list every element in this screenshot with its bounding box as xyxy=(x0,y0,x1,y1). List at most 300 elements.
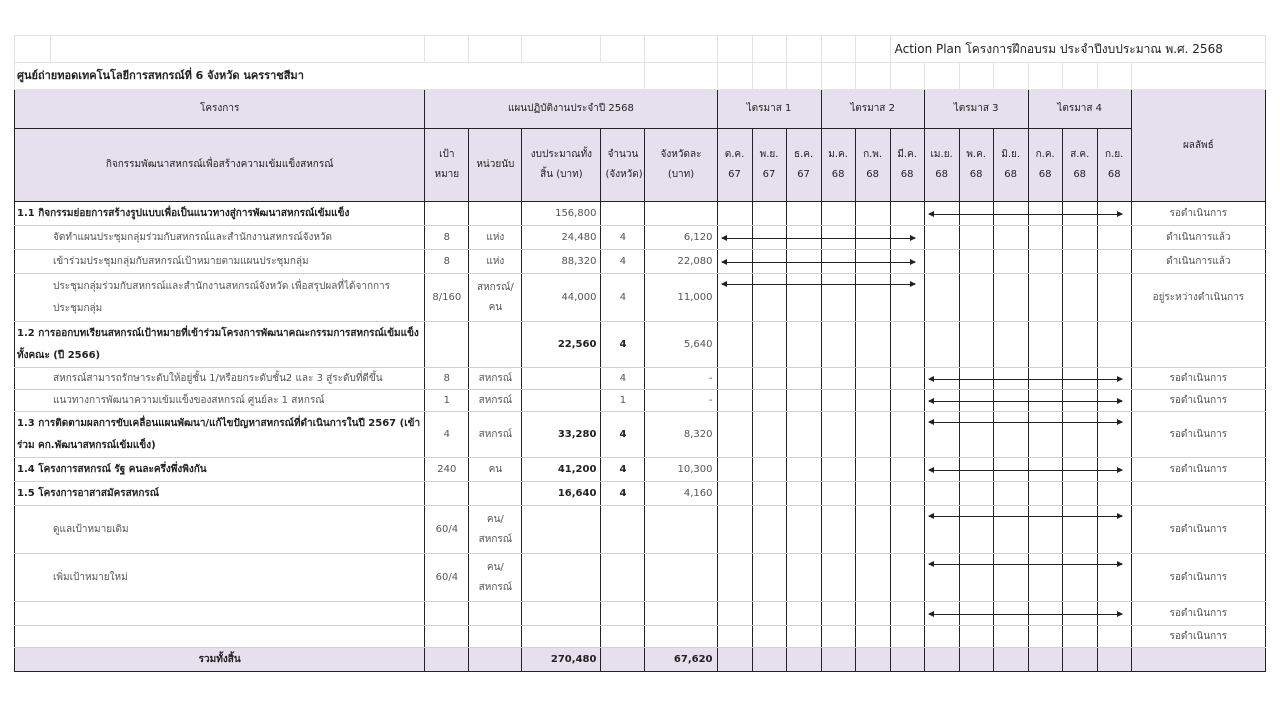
provinces-cell: 4 xyxy=(601,250,645,274)
month-label: ก.ค. xyxy=(1035,149,1055,160)
budget-cell xyxy=(522,602,601,626)
activity-row xyxy=(15,322,1266,368)
month-cell xyxy=(821,602,855,626)
month-cell xyxy=(890,506,924,554)
total-budget: 270,480 xyxy=(522,648,601,672)
month-header xyxy=(993,129,1028,202)
per-province-cell: - xyxy=(645,390,717,412)
header-q4: ไตรมาส 4 xyxy=(1028,90,1131,129)
month-cell xyxy=(924,202,959,226)
activity-name: 1.4 โครงการสหกรณ์ รัฐ คนละครึ่งพึ่งพิงกัน xyxy=(15,458,425,482)
month-cell xyxy=(1028,554,1062,602)
month-cell xyxy=(786,390,821,412)
month-cell xyxy=(890,202,924,226)
month-cell xyxy=(821,274,855,322)
month-year: 68 xyxy=(935,169,948,180)
month-cell xyxy=(890,412,924,458)
month-year: 68 xyxy=(866,169,879,180)
month-cell xyxy=(1097,626,1131,648)
budget-cell: 41,200 xyxy=(522,458,601,482)
sub-activity-row xyxy=(15,602,1266,626)
result-cell: ดำเนินการแล้ว xyxy=(1131,226,1265,250)
month-label: มิ.ย. xyxy=(1001,149,1021,160)
budget-cell: 156,800 xyxy=(522,202,601,226)
target-cell: 240 xyxy=(425,458,469,482)
month-cell xyxy=(924,554,959,602)
month-cell xyxy=(786,274,821,322)
month-label: พ.ค. xyxy=(966,149,986,160)
per-province-cell xyxy=(645,506,717,554)
month-cell xyxy=(993,226,1028,250)
month-header xyxy=(1028,129,1062,202)
per-province-cell: 6,120 xyxy=(645,226,717,250)
total-empty xyxy=(821,648,855,672)
result-cell: อยู่ระหว่างดำเนินการ xyxy=(1131,274,1265,322)
month-cell xyxy=(717,482,752,506)
month-cell xyxy=(786,458,821,482)
header-q3: ไตรมาส 3 xyxy=(924,90,1028,129)
timeline-arrow xyxy=(722,284,915,285)
month-cell xyxy=(890,458,924,482)
month-cell xyxy=(855,322,890,368)
month-cell xyxy=(1062,412,1097,458)
result-cell: รอดำเนินการ xyxy=(1131,202,1265,226)
header-activity: กิจกรรมพัฒนาสหกรณ์เพื่อสร้างความเข้มแข็งสหกรณ์ xyxy=(15,129,425,202)
budget-cell xyxy=(522,390,601,412)
provinces-cell xyxy=(601,506,645,554)
provinces-cell xyxy=(601,554,645,602)
month-cell xyxy=(993,506,1028,554)
month-cell xyxy=(924,602,959,626)
activity-name: 1.2 การออกบทเรียนสหกรณ์เป้าหมายที่เข้าร่วมโครงการพัฒนาคณะกรรมการสหกรณ์เข้มแข็งทั้งคณะ (ปี 2566) xyxy=(15,322,425,368)
activity-row xyxy=(15,412,1266,458)
provinces-cell: 4 xyxy=(601,274,645,322)
activity-name: จัดทำแผนประชุมกลุ่มร่วมกับสหกรณ์และสำนักงานสหกรณ์จังหวัด xyxy=(15,226,425,250)
provinces-cell: 4 xyxy=(601,412,645,458)
month-cell xyxy=(924,322,959,368)
month-label: พ.ย. xyxy=(759,149,779,160)
total-empty xyxy=(425,648,469,672)
month-cell xyxy=(821,202,855,226)
target-cell xyxy=(425,626,469,648)
header-provinces: จำนวน (จังหวัด) xyxy=(601,129,645,202)
unit-cell: สหกรณ์ xyxy=(469,412,522,458)
month-year: 67 xyxy=(728,169,741,180)
month-cell xyxy=(1097,226,1131,250)
month-cell xyxy=(717,322,752,368)
month-header xyxy=(855,129,890,202)
month-cell xyxy=(1028,626,1062,648)
month-cell xyxy=(855,626,890,648)
month-cell xyxy=(786,506,821,554)
sub-activity-row xyxy=(15,390,1266,412)
month-cell xyxy=(821,626,855,648)
month-cell xyxy=(959,506,993,554)
result-cell: รอดำเนินการ xyxy=(1131,390,1265,412)
month-cell xyxy=(752,202,786,226)
per-province-cell: 5,640 xyxy=(645,322,717,368)
month-cell xyxy=(959,226,993,250)
month-header xyxy=(752,129,786,202)
month-cell xyxy=(1062,506,1097,554)
month-cell xyxy=(890,602,924,626)
month-cell xyxy=(821,412,855,458)
month-cell xyxy=(959,554,993,602)
provinces-cell xyxy=(601,202,645,226)
total-empty xyxy=(752,648,786,672)
unit-cell: สหกรณ์/คน xyxy=(469,274,522,322)
activity-name: ประชุมกลุ่มร่วมกับสหกรณ์และสำนักงานสหกรณ์จังหวัด เพื่อสรุปผลที่ได้จากการประชุมกลุ่ม xyxy=(15,274,425,322)
month-label: ก.ย. xyxy=(1105,149,1124,160)
month-cell xyxy=(821,506,855,554)
budget-cell: 33,280 xyxy=(522,412,601,458)
total-empty xyxy=(1131,648,1265,672)
month-cell xyxy=(752,554,786,602)
provinces-cell: 1 xyxy=(601,390,645,412)
month-cell xyxy=(717,626,752,648)
month-cell xyxy=(717,458,752,482)
month-year: 68 xyxy=(1004,169,1018,180)
month-label: ส.ค. xyxy=(1070,149,1090,160)
unit-cell xyxy=(469,202,522,226)
result-cell: รอดำเนินการ xyxy=(1131,626,1265,648)
month-year: 68 xyxy=(1073,169,1087,180)
month-cell xyxy=(993,482,1028,506)
activity-row xyxy=(15,482,1266,506)
month-cell xyxy=(855,202,890,226)
month-cell xyxy=(752,482,786,506)
budget-cell: 16,640 xyxy=(522,482,601,506)
month-cell xyxy=(717,412,752,458)
per-province-cell xyxy=(645,202,717,226)
activity-row xyxy=(15,458,1266,482)
header-budget: งบประมาณทั้งสิ้น (บาท) xyxy=(522,129,601,202)
month-cell xyxy=(890,274,924,322)
month-cell xyxy=(1028,250,1062,274)
unit-cell: สหกรณ์ xyxy=(469,368,522,390)
total-empty xyxy=(993,648,1028,672)
unit-cell xyxy=(469,322,522,368)
activity-name: 1.3 การติดตามผลการขับเคลื่อนแผนพัฒนา/แก้ไขปัญหาสหกรณ์ที่ดำเนินการในปี 2567 (เข้าร่วม คก.พัฒนาสหกรณ์เข้มแข็ง) xyxy=(15,412,425,458)
budget-cell xyxy=(522,368,601,390)
month-cell xyxy=(890,368,924,390)
per-province-cell: 8,320 xyxy=(645,412,717,458)
month-cell xyxy=(890,626,924,648)
total-empty xyxy=(924,648,959,672)
header-q2: ไตรมาส 2 xyxy=(821,90,924,129)
month-header xyxy=(1062,129,1097,202)
month-cell xyxy=(993,554,1028,602)
month-year: 68 xyxy=(969,169,983,180)
total-empty xyxy=(1097,648,1131,672)
month-cell xyxy=(855,412,890,458)
month-label: ก.พ. xyxy=(863,149,883,160)
month-cell xyxy=(821,368,855,390)
provinces-cell xyxy=(601,626,645,648)
month-cell xyxy=(717,226,752,250)
month-cell xyxy=(717,202,752,226)
activity-row xyxy=(15,202,1266,226)
month-cell xyxy=(786,322,821,368)
month-cell xyxy=(786,554,821,602)
activity-name: 1.5 โครงการอาสาสมัครสหกรณ์ xyxy=(15,482,425,506)
month-cell xyxy=(1097,506,1131,554)
provinces-cell: 4 xyxy=(601,368,645,390)
timeline-arrow xyxy=(929,422,1122,423)
sub-activity-row xyxy=(15,626,1266,648)
month-cell xyxy=(821,322,855,368)
result-cell: ดำเนินการแล้ว xyxy=(1131,250,1265,274)
header-target: เป้าหมาย xyxy=(425,129,469,202)
budget-cell: 44,000 xyxy=(522,274,601,322)
month-cell xyxy=(717,554,752,602)
total-empty xyxy=(1062,648,1097,672)
month-cell xyxy=(924,250,959,274)
month-cell xyxy=(1062,554,1097,602)
month-cell xyxy=(752,626,786,648)
month-header xyxy=(890,129,924,202)
result-cell: รอดำเนินการ xyxy=(1131,602,1265,626)
target-cell: 8 xyxy=(425,250,469,274)
month-cell xyxy=(993,274,1028,322)
provinces-cell: 4 xyxy=(601,458,645,482)
month-cell xyxy=(786,368,821,390)
month-cell xyxy=(717,602,752,626)
month-cell xyxy=(855,458,890,482)
unit-cell: แห่ง xyxy=(469,250,522,274)
month-cell xyxy=(855,506,890,554)
target-cell xyxy=(425,322,469,368)
result-cell: รอดำเนินการ xyxy=(1131,458,1265,482)
month-label: เม.ย. xyxy=(930,149,953,160)
timeline-arrow xyxy=(929,470,1122,471)
provinces-cell xyxy=(601,602,645,626)
header-plan: แผนปฏิบัติงานประจำปี 2568 xyxy=(425,90,717,129)
month-header xyxy=(821,129,855,202)
month-cell xyxy=(924,482,959,506)
month-header xyxy=(786,129,821,202)
month-cell xyxy=(959,250,993,274)
month-cell xyxy=(752,412,786,458)
activity-name: เพิ่มเป้าหมายใหม่ xyxy=(15,554,425,602)
month-cell xyxy=(1062,626,1097,648)
month-header xyxy=(1097,129,1131,202)
activity-name xyxy=(15,626,425,648)
header-q1: ไตรมาส 1 xyxy=(717,90,821,129)
month-cell xyxy=(993,626,1028,648)
per-province-cell: 11,000 xyxy=(645,274,717,322)
month-cell xyxy=(890,390,924,412)
total-empty xyxy=(855,648,890,672)
month-cell xyxy=(924,412,959,458)
per-province-cell xyxy=(645,626,717,648)
budget-cell xyxy=(522,506,601,554)
month-cell xyxy=(855,368,890,390)
month-year: 68 xyxy=(1107,169,1121,180)
month-cell xyxy=(959,274,993,322)
month-cell xyxy=(959,482,993,506)
month-cell xyxy=(855,274,890,322)
budget-cell xyxy=(522,554,601,602)
per-province-cell: 4,160 xyxy=(645,482,717,506)
month-cell xyxy=(1028,274,1062,322)
per-province-cell: 10,300 xyxy=(645,458,717,482)
month-cell xyxy=(752,322,786,368)
header-row-2 xyxy=(15,129,1266,202)
per-province-cell: 22,080 xyxy=(645,250,717,274)
month-cell xyxy=(855,390,890,412)
month-cell xyxy=(890,554,924,602)
sub-activity-row xyxy=(15,250,1266,274)
sub-activity-row xyxy=(15,226,1266,250)
month-cell xyxy=(821,482,855,506)
month-cell xyxy=(959,626,993,648)
activity-name: 1.1 กิจกรรมย่อยการสร้างรูปแบบเพื่อเป็นแนวทางสู่การพัฒนาสหกรณ์เข้มแข็ง xyxy=(15,202,425,226)
month-cell xyxy=(959,322,993,368)
month-cell xyxy=(752,368,786,390)
per-province-cell: - xyxy=(645,368,717,390)
month-year: 68 xyxy=(1038,169,1052,180)
sub-activity-row xyxy=(15,368,1266,390)
month-year: 67 xyxy=(797,169,810,180)
month-cell xyxy=(993,250,1028,274)
unit-cell: คน/สหกรณ์ xyxy=(469,554,522,602)
result-cell: รอดำเนินการ xyxy=(1131,368,1265,390)
month-cell xyxy=(924,458,959,482)
month-cell xyxy=(786,482,821,506)
total-empty xyxy=(959,648,993,672)
sub-activity-row xyxy=(15,274,1266,322)
result-cell xyxy=(1131,322,1265,368)
header-row-1 xyxy=(15,90,1266,129)
sub-activity-row xyxy=(15,554,1266,602)
month-cell xyxy=(752,390,786,412)
target-cell: 4 xyxy=(425,412,469,458)
month-cell xyxy=(1028,412,1062,458)
month-header xyxy=(717,129,752,202)
month-cell xyxy=(924,390,959,412)
target-cell: 60/4 xyxy=(425,554,469,602)
timeline-arrow xyxy=(929,214,1122,215)
month-cell xyxy=(924,226,959,250)
month-label: ธ.ค. xyxy=(793,149,814,160)
per-province-cell xyxy=(645,602,717,626)
timeline-arrow xyxy=(929,564,1122,565)
total-empty xyxy=(1028,648,1062,672)
target-cell xyxy=(425,202,469,226)
unit-cell: คน xyxy=(469,458,522,482)
month-cell xyxy=(752,506,786,554)
result-cell: รอดำเนินการ xyxy=(1131,554,1265,602)
month-cell xyxy=(855,482,890,506)
month-label: ต.ค. xyxy=(724,149,745,160)
total-row xyxy=(15,648,1266,672)
timeline-arrow xyxy=(722,238,915,239)
unit-cell: แห่ง xyxy=(469,226,522,250)
month-cell xyxy=(1062,274,1097,322)
month-cell xyxy=(855,602,890,626)
total-label: รวมทั้งสิ้น xyxy=(15,648,425,672)
month-cell xyxy=(821,458,855,482)
action-plan-sheet xyxy=(14,35,1266,672)
org-row xyxy=(15,63,1266,90)
month-year: 67 xyxy=(762,169,776,180)
month-cell xyxy=(924,506,959,554)
month-cell xyxy=(1062,250,1097,274)
total-empty xyxy=(717,648,752,672)
month-cell xyxy=(1097,250,1131,274)
budget-cell: 88,320 xyxy=(522,250,601,274)
activity-name: เข้าร่วมประชุมกลุ่มกับสหกรณ์เป้าหมายตามแผนประชุมกลุ่ม xyxy=(15,250,425,274)
month-cell xyxy=(821,554,855,602)
unit-cell xyxy=(469,482,522,506)
month-cell xyxy=(1062,482,1097,506)
month-cell xyxy=(1028,482,1062,506)
month-label: ม.ค. xyxy=(828,149,848,160)
timeline-arrow xyxy=(929,401,1122,402)
unit-cell xyxy=(469,626,522,648)
total-empty xyxy=(786,648,821,672)
timeline-arrow xyxy=(929,614,1122,615)
month-cell xyxy=(717,506,752,554)
activity-name xyxy=(15,602,425,626)
timeline-arrow xyxy=(929,516,1122,517)
month-cell xyxy=(786,202,821,226)
month-cell xyxy=(786,602,821,626)
total-empty xyxy=(469,648,522,672)
month-cell xyxy=(786,412,821,458)
month-year: 68 xyxy=(831,169,845,180)
budget-cell xyxy=(522,626,601,648)
month-cell xyxy=(1028,506,1062,554)
timeline-arrow xyxy=(929,379,1122,380)
result-cell xyxy=(1131,482,1265,506)
total-empty xyxy=(890,648,924,672)
target-cell: 8/160 xyxy=(425,274,469,322)
month-header xyxy=(959,129,993,202)
header-unit: หน่วยนับ xyxy=(469,129,522,202)
month-cell xyxy=(924,626,959,648)
month-cell xyxy=(890,322,924,368)
month-year: 68 xyxy=(900,169,914,180)
target-cell xyxy=(425,602,469,626)
month-cell xyxy=(890,482,924,506)
month-cell xyxy=(993,412,1028,458)
month-cell xyxy=(1028,226,1062,250)
header-per-province: จังหวัดละ (บาท) xyxy=(645,129,717,202)
month-cell xyxy=(717,368,752,390)
budget-cell: 22,560 xyxy=(522,322,601,368)
unit-cell: คน/สหกรณ์ xyxy=(469,506,522,554)
sheet-title: Action Plan โครงการฝึกอบรม ประจำปีงบประมาณ พ.ศ. 2568 xyxy=(890,36,1265,63)
header-result: ผลลัพธ์ xyxy=(1131,90,1265,202)
month-cell xyxy=(821,390,855,412)
org-name: ศูนย์ถ่ายทอดเทคโนโลยีการสหกรณ์ที่ 6 จังหวัด นครราชสีมา xyxy=(15,63,645,90)
month-cell xyxy=(1097,274,1131,322)
result-cell: รอดำเนินการ xyxy=(1131,506,1265,554)
month-cell xyxy=(1062,322,1097,368)
month-cell xyxy=(1097,412,1131,458)
month-cell xyxy=(924,368,959,390)
activity-name: สหกรณ์สามารถรักษาระดับให้อยู่ชั้น 1/หรือยกระดับชั้น2 และ 3 สู่ระดับที่ดีขึ้น xyxy=(15,368,425,390)
month-cell xyxy=(1097,554,1131,602)
action-plan-table xyxy=(14,35,1266,672)
provinces-cell: 4 xyxy=(601,322,645,368)
month-cell xyxy=(786,626,821,648)
month-cell xyxy=(959,412,993,458)
unit-cell xyxy=(469,602,522,626)
month-cell xyxy=(1097,482,1131,506)
